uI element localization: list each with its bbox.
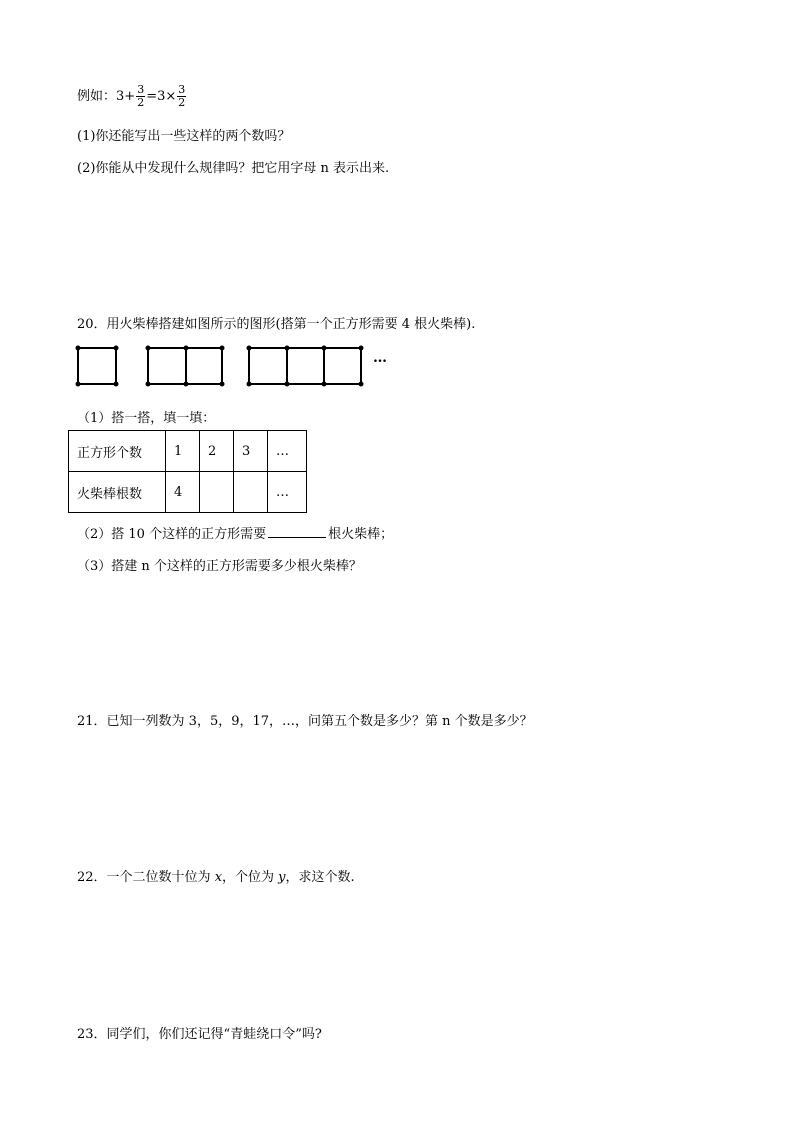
fraction-1 [136, 84, 145, 109]
table-cell: … [268, 431, 307, 472]
q23-text: 23．同学们，你们还记得“青蛙绕口令”吗? [77, 1027, 322, 1042]
var-x: x [214, 870, 223, 885]
table-cell-empty[interactable] [200, 472, 234, 513]
match-heads [76, 346, 364, 387]
q20-part2-a: （2）搭 10 个这样的正方形需要 [77, 527, 267, 542]
q22-text [77, 866, 355, 885]
square-group-3-b [287, 348, 324, 384]
table-cell: 3 [234, 431, 268, 472]
q20-part2-b: 根火柴棒； [328, 527, 394, 542]
table-cell-empty[interactable] [234, 472, 268, 513]
square-group-1 [78, 348, 116, 384]
square-group-3-c [324, 348, 361, 384]
q22-b: ，个位为 [222, 870, 279, 885]
matchstick-figure [70, 342, 410, 392]
fraction-1-den: 2 [137, 96, 145, 109]
square-group-2-a [148, 348, 186, 384]
table-cell: … [268, 472, 307, 513]
square-group-2-b [186, 348, 222, 384]
answer-blank[interactable] [268, 525, 326, 538]
fraction-1-num: 3 [137, 83, 145, 96]
q22-a: 22．一个二位数十位为 [77, 870, 215, 885]
q19-part1: (1)你还能写出一些这样的两个数吗？ [77, 129, 291, 144]
q20-part1: （1）搭一搭，填一填： [77, 411, 216, 426]
example-a: 3+ [116, 89, 136, 104]
table-cell: 正方形个数 [69, 431, 166, 472]
table-cell: 2 [200, 431, 234, 472]
q19-part2: (2)你能从中发现什么规律吗？把它用字母 n 表示出来. [77, 161, 390, 176]
answer-table [68, 430, 307, 513]
q20-part2 [77, 523, 393, 542]
example-line [77, 84, 187, 109]
table-cell: 火柴棒根数 [69, 472, 166, 513]
square-group-3-a [249, 348, 287, 384]
example-eq: =3× [146, 89, 177, 104]
table-cell: 4 [166, 472, 200, 513]
fraction-2-num: 3 [178, 83, 186, 96]
example-prefix: 例如： [77, 89, 117, 104]
q21-text: 21．已知一列数为 3，5，9，17，…，问第五个数是多少？第 n 个数是多少？ [77, 714, 533, 729]
q22-c: ，求这个数. [285, 870, 355, 885]
fraction-2-den: 2 [178, 96, 186, 109]
table-cell: 1 [166, 431, 200, 472]
table-row [69, 431, 307, 472]
q20-part3: （3）搭建 n 个这样的正方形需要多少根火柴棒？ [77, 559, 362, 574]
var-y: y [278, 870, 286, 885]
table-row [69, 472, 307, 513]
q20-title: 20．用火柴棒搭建如图所示的图形(搭第一个正方形需要 4 根火柴棒). [77, 317, 476, 332]
fraction-2 [177, 84, 186, 109]
figure-ellipsis: … [373, 350, 387, 366]
